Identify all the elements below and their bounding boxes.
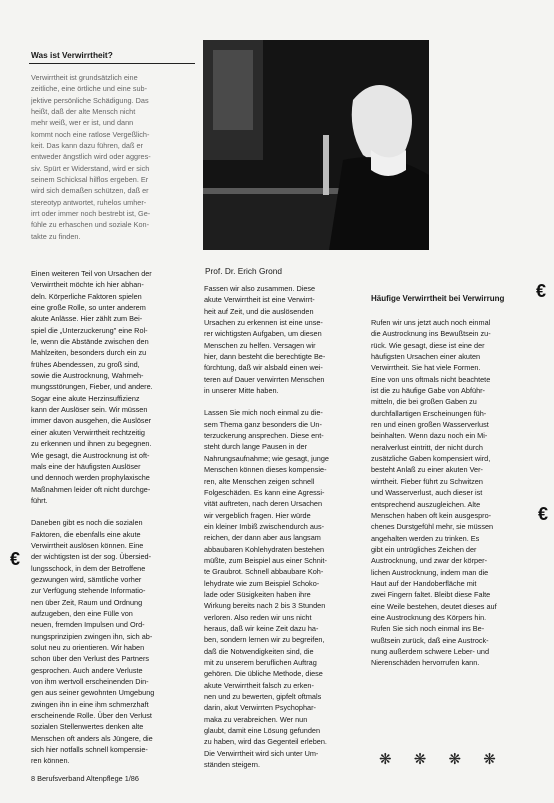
text-line: wirrtheit. Fieber führt zu Schwitzen bbox=[371, 476, 483, 486]
text-line: Menschen oft anders als Jüngere, die bbox=[31, 733, 153, 743]
text-line: mehr weiß, wer er ist, und dann bbox=[31, 118, 134, 128]
text-line: eine Weile bestehen, deutet dieses auf bbox=[371, 601, 497, 611]
text-line: Verwirrtheit möchte ich hier abhan- bbox=[31, 280, 144, 290]
text-line: eine große Rolle, so unter anderem bbox=[31, 303, 146, 313]
text-line: einer akuten Verwirrtheit rechtzeitig bbox=[31, 427, 145, 437]
text-line: fürchtung, daß wir alsbald einen wei- bbox=[204, 363, 323, 373]
text-line: durchfallartigen Erscheinungen füh- bbox=[371, 408, 487, 418]
text-line: lade oder Süsigkeiten haben ihre bbox=[204, 589, 311, 599]
text-line: zusätzliche Gaben kompensiert wird, bbox=[371, 454, 491, 464]
text-line: besteht Anlaß zu einer akuten Ver- bbox=[371, 465, 483, 475]
text-line: Menschen haben oft kein ausgespro- bbox=[371, 510, 492, 520]
column-3 bbox=[371, 317, 528, 669]
text-line: Sogar eine akute Herzinsuffizienz bbox=[31, 393, 140, 403]
column-2 bbox=[204, 283, 361, 770]
text-line: jektive persönliche Schädigung. Das bbox=[31, 95, 149, 105]
text-line: takte zu finden. bbox=[31, 231, 81, 241]
text-line: deln. Körperliche Faktoren spielen bbox=[31, 291, 142, 301]
text-line: gibt ein untrügliches Zeichen der bbox=[371, 544, 477, 554]
text-line: sem Thema ganz besonders die Un- bbox=[204, 419, 322, 429]
text-line: zeitliche, eine örtliche und eine sub- bbox=[31, 84, 148, 94]
text-line: nung außerdem schwere Leber- und bbox=[371, 646, 490, 656]
text-line: neuen, fremden Impulsen und Ord- bbox=[31, 620, 145, 630]
portrait-image bbox=[203, 40, 429, 250]
intro-paragraph bbox=[31, 72, 189, 242]
text-line: lichen Austrocknung, indem man die bbox=[371, 567, 489, 577]
text-line: Rufen wir uns jetzt auch noch einmal bbox=[371, 318, 491, 327]
text-line: ren und einen großen Wasserverlust bbox=[371, 420, 489, 430]
text-line: solut neu zu orientieren. Wir haben bbox=[31, 643, 145, 652]
text-line: zur Verfügung stehende Informatio- bbox=[31, 586, 146, 596]
text-line: mitteln, die bei großen Gaben zu bbox=[371, 397, 477, 407]
text-line: hier, dann besteht die berechtigte Be- bbox=[204, 352, 326, 362]
text-line: Nierenschäden hervorrufen kann. bbox=[371, 658, 480, 668]
text-line: wußtsein zurück, daß eine Austrock- bbox=[371, 635, 489, 645]
text-line: zu erkennen und ihnen zu begegnen. bbox=[31, 439, 152, 449]
text-line: Folgeschäden. Es kann eine Agressi- bbox=[204, 487, 325, 497]
text-line: te Graubrot. Schnell abbaubare Koh- bbox=[204, 567, 324, 577]
text-line: darin, akut Verwirrten Psychophar- bbox=[204, 703, 316, 713]
text-line: gehören. Die übliche Methode, diese bbox=[204, 669, 323, 679]
text-line: Eine von uns oftmals nicht beachtete bbox=[371, 374, 491, 384]
text-line: Nahrungsaufnahme; wie gesagt, junge bbox=[204, 453, 329, 463]
text-line: siv. Spürt er Widerstand, wird er sich bbox=[31, 163, 150, 173]
text-line: Fassen wir also zusammen. Diese bbox=[204, 284, 316, 293]
text-line: nen über Zeit, Raum und Ordnung bbox=[31, 597, 143, 607]
text-line: zwei Fingern faltet. Bleibt diese Falte bbox=[371, 590, 491, 600]
text-line: daß die Notwendigkeiten sind, die bbox=[204, 646, 314, 656]
text-line: le, wenn die Abstände zwischen den bbox=[31, 337, 149, 347]
text-line: Verwirrtheit. Sie hat viele Formen. bbox=[371, 363, 481, 373]
text-line: Ursachen zu erkennen ist eine unse- bbox=[204, 318, 323, 328]
text-line: von ihm wertvoll erscheinenden Din- bbox=[31, 677, 149, 687]
text-line: fühle zu erhaschen und soziale Kon- bbox=[31, 220, 150, 230]
text-line: terzuckerung ansprechen. Diese ent- bbox=[204, 431, 324, 441]
text-line: mungsstörungen, Fieber, und andere. bbox=[31, 382, 153, 392]
margin-mark: € bbox=[538, 504, 549, 524]
text-line: wird sich demaßen schützen, daß er bbox=[31, 186, 149, 196]
text-line: Faktoren, die ebenfalls eine akute bbox=[31, 529, 141, 539]
text-line: maka zu verabreichen. Wer nun bbox=[204, 714, 308, 724]
text-line: und Wasserverlust, auch dieser ist bbox=[371, 488, 483, 498]
text-line: Menschen zu helfen. Versagen wir bbox=[204, 340, 316, 350]
decorative-ornaments: ❋ ❋ ❋ ❋ bbox=[379, 751, 505, 768]
text-line: spiel die „Unterzuckerung" eine Rol- bbox=[31, 325, 148, 335]
text-line: akute Verwirrtheit ist eine Verwirrt- bbox=[204, 295, 315, 305]
text-line: zu haben, wird das Gegenteil erleben. bbox=[204, 737, 327, 747]
text-line: führt. bbox=[31, 495, 48, 505]
text-line: Haut auf der Handoberfläche mit bbox=[371, 578, 477, 588]
text-line: nen und zu bewerten, gipfelt oftmals bbox=[204, 692, 322, 702]
text-line: seinem Schicksal hilflos ergeben. Er bbox=[31, 175, 149, 185]
text-line: müßte, zum Beispiel aus einer Schnit- bbox=[204, 555, 327, 565]
text-line: Mahlzeiten, besonders durch ein zu bbox=[31, 348, 147, 358]
text-line: gen aus seiner gewohnten Umgebung bbox=[31, 688, 155, 698]
text-line: entsprechend auszugleichen. Alte bbox=[371, 499, 481, 509]
text-line: ren, alte Menschen zeigen schnell bbox=[204, 476, 315, 486]
text-line: nungsprinzipien zwingen ihn, sich ab- bbox=[31, 631, 153, 641]
text-line: keit. Das kann dazu führen, daß er bbox=[31, 141, 143, 151]
text-line: lungsschock, in dem der Betroffene bbox=[31, 563, 146, 573]
text-line: heißt, daß der alte Mensch nicht bbox=[31, 107, 136, 117]
text-line: vität auftreten, nach deren Ursachen bbox=[204, 499, 323, 509]
text-line: wir vergeblich fragen. Hier würde bbox=[204, 510, 311, 520]
text-line: verloren. Also reden wir uns nicht bbox=[204, 612, 312, 622]
text-line: Wie gesagt, die Austrocknung ist oft- bbox=[31, 450, 150, 460]
text-line: ein kleiner Imbiß zwischendurch aus- bbox=[204, 521, 325, 531]
text-line: Lassen Sie mich noch einmal zu die- bbox=[204, 408, 323, 418]
text-line: Die Verwirrtheit wird sich unter Um- bbox=[204, 748, 319, 758]
column-1 bbox=[31, 268, 188, 767]
text-line: aufzugeben, den eine Fülle von bbox=[31, 608, 133, 618]
text-line: entweder ängstlich wird oder aggres- bbox=[31, 152, 151, 162]
text-line: angehalten werden zu trinken. Es bbox=[371, 533, 480, 543]
text-line: Einen weiteren Teil von Ursachen der bbox=[31, 269, 152, 278]
text-line: sowie die Austrocknung, Wahrneh- bbox=[31, 371, 144, 381]
text-line: Maßnahmen leider oft nicht durchge- bbox=[31, 484, 151, 494]
text-line: chenes Durstgefühl mehr, sie müssen bbox=[371, 522, 494, 532]
text-line: akute Anlässe. Hier zählt zum Bei- bbox=[31, 314, 143, 324]
text-line: irrt oder immer noch bestrebt ist, Ge- bbox=[31, 209, 151, 219]
text-line: zwingen ihn in eine ihm schmerzhaft bbox=[31, 699, 149, 709]
page-footer: 8 Berufsverband Altenpflege 1/86 bbox=[31, 774, 139, 783]
text-line: kann der Auslöser sein. Wir müssen bbox=[31, 405, 148, 415]
text-line: Verwirrtheit auslösen können. Eine bbox=[31, 540, 144, 550]
text-line: Rufen Sie sich noch einmal ins Be- bbox=[371, 624, 485, 634]
text-line: mit zu unserem beruflichen Auftrag bbox=[204, 658, 317, 667]
text-line: beinhalten. Wenn dazu noch ein Mi- bbox=[371, 431, 488, 441]
text-line: Menschen können dieses kompensie- bbox=[204, 465, 327, 475]
text-line: steht durch lange Pausen in der bbox=[204, 442, 308, 452]
margin-mark: € bbox=[10, 549, 21, 569]
portrait-photo bbox=[203, 40, 429, 250]
heading-rule bbox=[29, 63, 195, 64]
text-line: eine Austrocknung des Körpers hin. bbox=[371, 612, 487, 622]
text-line: Verwirrtheit ist grundsätzlich eine bbox=[31, 73, 138, 82]
section-heading: Was ist Verwirrtheit? bbox=[31, 50, 113, 60]
margin-mark: € bbox=[536, 281, 547, 301]
text-line: kommt noch eine ratlose Vergeßlich- bbox=[31, 129, 150, 139]
text-line: schon über den Verlust des Partners bbox=[31, 654, 150, 664]
text-line: reichen, der dann aber aus langsam bbox=[204, 533, 321, 543]
text-line: heit auf Zeit, und die auslösenden bbox=[204, 306, 314, 316]
text-line: abbaubaren Kohlehydraten bestehen bbox=[204, 544, 325, 554]
text-line: neralverlust eintritt, der nicht durch bbox=[371, 442, 483, 452]
text-line: sich hier notfalls schnell kompensie- bbox=[31, 745, 148, 755]
text-line: ist die zu häufige Gabe von Abführ- bbox=[371, 386, 485, 396]
text-line: in unserer Mitte haben. bbox=[204, 386, 279, 396]
text-line: und dennoch werden prophylaxische bbox=[31, 473, 150, 483]
text-line: gesprochen. Auch andere Verluste bbox=[31, 665, 143, 675]
text-line: sozialen Stellenwertes denken alte bbox=[31, 722, 144, 732]
text-line: lehydrate wie zum Beispiel Schoko- bbox=[204, 578, 320, 588]
text-line: ständen steigern. bbox=[204, 760, 260, 770]
text-line: akute Verwirrtheit falsch zu erken- bbox=[204, 680, 314, 690]
text-line: die Austrocknung ins Bewußtsein zu- bbox=[371, 329, 491, 339]
text-line: Wirkung bereits nach 2 bis 3 Stunden bbox=[204, 601, 326, 611]
text-line: Austrocknung, und zwar der körper- bbox=[371, 556, 487, 566]
paragraph-gap bbox=[204, 396, 361, 407]
text-line: immer davon ausgehen, die Auslöser bbox=[31, 416, 152, 426]
text-line: frühes Abendessen, zu groß sind, bbox=[31, 359, 140, 369]
text-line: erscheinende Rolle. Über den Verlust bbox=[31, 711, 152, 721]
photo-caption: Prof. Dr. Erich Grond bbox=[205, 266, 283, 276]
text-line: der wichtigsten ist der sog. Übersied- bbox=[31, 552, 152, 562]
text-line: stereotyp antwortet, ruhelos umher- bbox=[31, 197, 147, 207]
text-line: rer wichtigsten Aufgaben, um diesen bbox=[204, 329, 322, 339]
text-line: mals eine der häufigsten Auslöser bbox=[31, 461, 141, 471]
text-line: ben, sondern lernen wir zu begreifen, bbox=[204, 635, 325, 645]
text-line: rück. Wie gesagt, diese ist eine der bbox=[371, 340, 485, 350]
text-line: häufigsten Ursachen einer akuten bbox=[371, 352, 481, 362]
text-line: glaubt, damit eine Lösung gefunden bbox=[204, 726, 321, 736]
column-3-heading: Häufige Verwirrtheit bei Verwirrung bbox=[371, 294, 505, 303]
text-line: gezwungen wird, sämtliche vorher bbox=[31, 574, 142, 584]
text-line: heraus, daß wir keine Zeit dazu ha- bbox=[204, 623, 319, 633]
text-line: ren können. bbox=[31, 756, 70, 766]
paragraph-gap bbox=[31, 506, 188, 517]
text-line: Daneben gibt es noch die sozialen bbox=[31, 518, 143, 528]
text-line: teren auf Dauer verwirrten Menschen bbox=[204, 374, 325, 384]
